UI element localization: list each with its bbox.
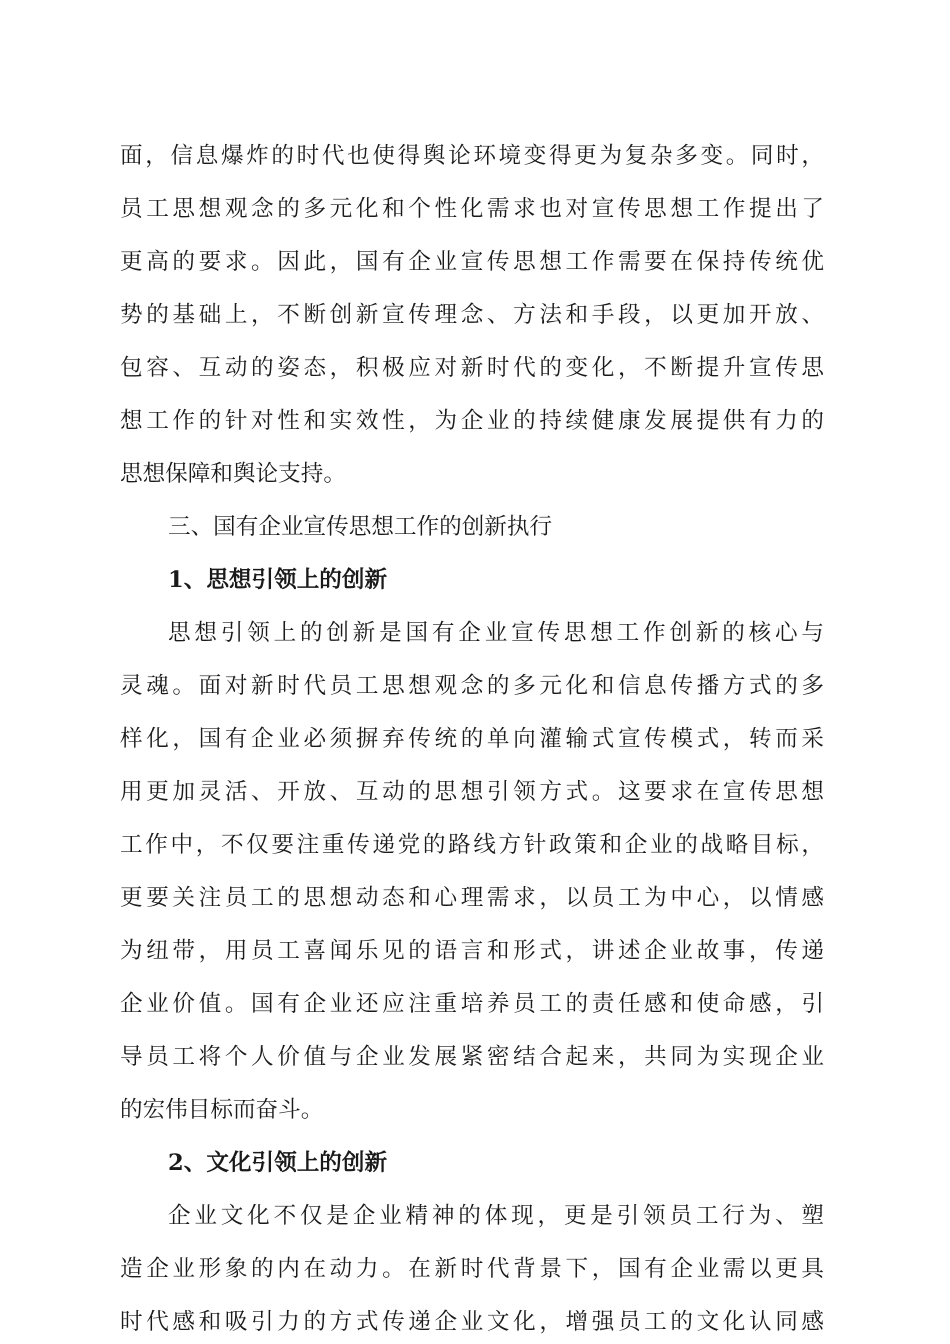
paragraph-line: 造企业形象的内在动力。在新时代背景下，国有企业需以更具 <box>120 1256 824 1282</box>
paragraph-line: 势的基础上，不断创新宣传理念、方法和手段，以更加开放、 <box>120 302 824 328</box>
paragraph-line: 企业价值。国有企业还应注重培养员工的责任感和使命感，引 <box>120 991 824 1017</box>
subsection-title: 1、思想引领上的创新 <box>168 567 388 593</box>
paragraph-line: 企业文化不仅是企业精神的体现，更是引领员工行为、塑 <box>168 1203 824 1229</box>
paragraph-line: 的宏伟目标而奋斗。 <box>120 1097 324 1123</box>
paragraph-line: 更高的要求。因此，国有企业宣传思想工作需要在保持传统优 <box>120 249 824 275</box>
paragraph-line: 灵魂。面对新时代员工思想观念的多元化和信息传播方式的多 <box>120 673 824 699</box>
paragraph-line: 包容、互动的姿态，积极应对新时代的变化，不断提升宣传思 <box>120 355 824 381</box>
subsection-title: 2、文化引领上的创新 <box>168 1150 388 1176</box>
paragraph-line: 想工作的针对性和实效性，为企业的持续健康发展提供有力的 <box>120 408 824 434</box>
section-title: 三、国有企业宣传思想工作的创新执行 <box>168 514 553 540</box>
paragraph-line: 时代感和吸引力的方式传递企业文化，增强员工的文化认同感 <box>120 1309 824 1335</box>
paragraph-line: 面，信息爆炸的时代也使得舆论环境变得更为复杂多变。同时， <box>120 143 824 169</box>
paragraph-line: 更要关注员工的思想动态和心理需求，以员工为中心，以情感 <box>120 885 824 911</box>
paragraph-line: 员工思想观念的多元化和个性化需求也对宣传思想工作提出了 <box>120 196 824 222</box>
paragraph-line: 为纽带，用员工喜闻乐见的语言和形式，讲述企业故事，传递 <box>120 938 824 964</box>
paragraph-line: 工作中，不仅要注重传递党的路线方针政策和企业的战略目标， <box>120 832 824 858</box>
paragraph-line: 思想保障和舆论支持。 <box>120 461 346 487</box>
paragraph-line: 思想引领上的创新是国有企业宣传思想工作创新的核心与 <box>168 620 824 646</box>
paragraph-line: 导员工将个人价值与企业发展紧密结合起来，共同为实现企业 <box>120 1044 824 1070</box>
paragraph-line: 用更加灵活、开放、互动的思想引领方式。这要求在宣传思想 <box>120 779 824 805</box>
paragraph-line: 样化，国有企业必须摒弃传统的单向灌输式宣传模式，转而采 <box>120 726 824 752</box>
